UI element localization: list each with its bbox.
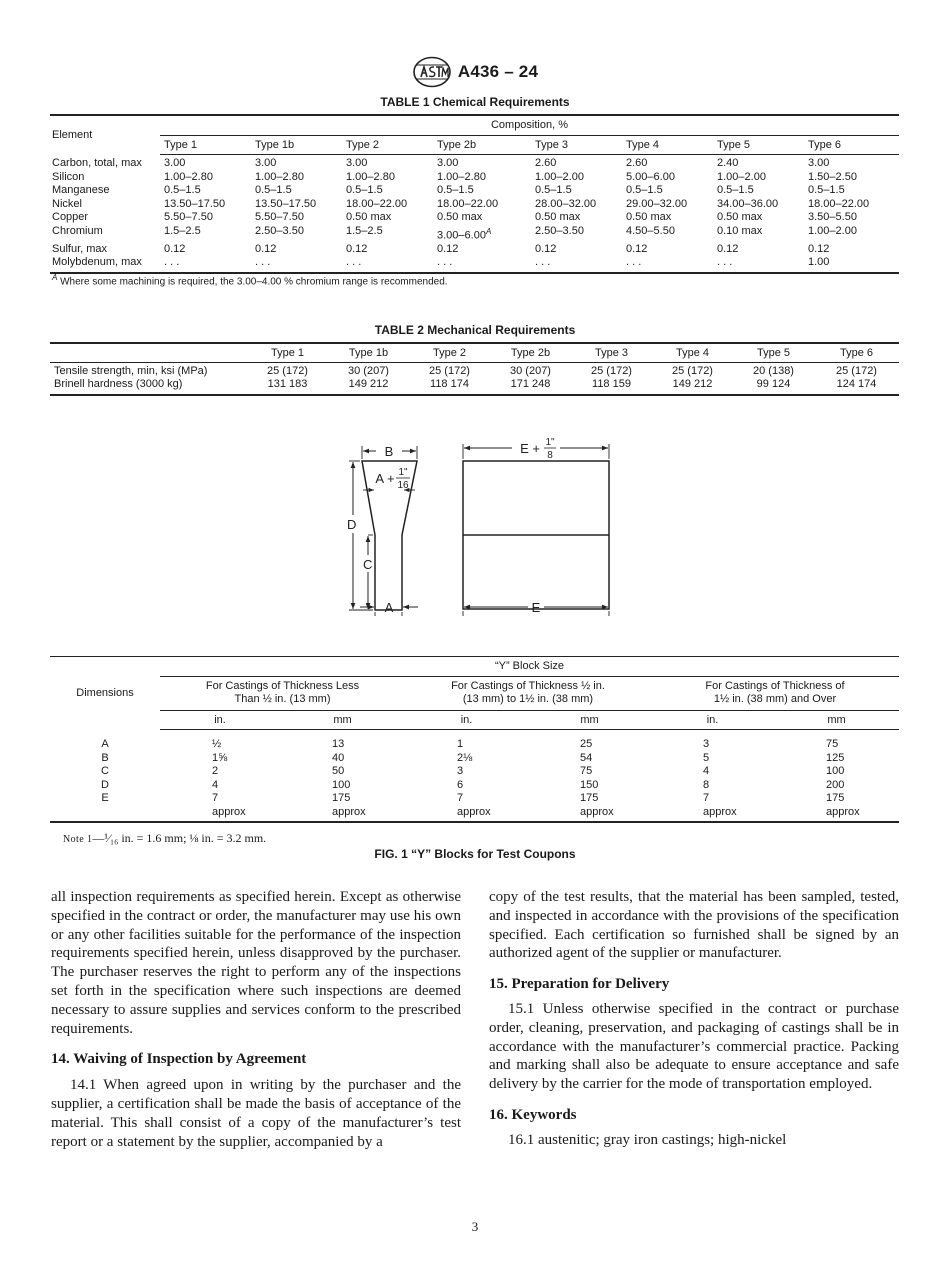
table-cell: 0.12 <box>626 242 648 255</box>
table-cell: 25 <box>580 738 593 750</box>
element-name: Manganese <box>52 184 110 196</box>
group-header <box>160 676 405 710</box>
table-cell: 75 <box>580 765 593 777</box>
table-cell: . . . <box>160 256 251 273</box>
unit-header: mm <box>280 710 405 730</box>
table-cell: 7 <box>212 792 219 804</box>
table-cell: 6 <box>457 778 464 791</box>
table-cell: 0.5–1.5 <box>717 184 754 196</box>
table-cell: 0.50 max <box>346 211 392 223</box>
table-cell: 150 <box>580 778 599 791</box>
table-cell: . . . <box>433 256 531 273</box>
table-row <box>50 378 899 395</box>
astm-logo-icon <box>412 56 452 88</box>
table-cell: approx <box>405 806 528 823</box>
table-cell: 125 <box>826 751 845 764</box>
t2-type-header: Type 3 <box>571 343 652 362</box>
table-cell: 0.12 <box>346 242 368 255</box>
fraction-denominator: 8 <box>547 450 553 461</box>
composition-header: Composition, % <box>160 115 899 135</box>
table1-footnote <box>52 273 448 287</box>
dimension-label: E <box>101 792 109 804</box>
table-cell: 100 <box>332 778 351 791</box>
table-cell: 124 174 <box>814 378 899 395</box>
dimension-label-e-plus: E + <box>520 441 540 456</box>
table-cell: 0.12 <box>808 242 830 255</box>
paragraph: 15.1 Unless otherwise specified in the contract or purchase order, cleaning, preservation, and packaging of castings shall be in accordance with the manufacturer’s commercial practice. Packing and marking shall also be adequate to ensure acceptance and safe delivery by the carrier for the mode of transportation employed. <box>489 1000 899 1093</box>
figure-note <box>63 831 266 846</box>
table-row <box>50 806 899 823</box>
table-row <box>50 792 899 806</box>
table-cell: 7 <box>457 792 464 804</box>
dimension-label: C <box>101 765 109 777</box>
unit-header: mm <box>774 710 899 730</box>
table-cell: 175 <box>332 792 351 804</box>
table-cell: 0.12 <box>164 242 186 255</box>
table-cell: 1.00–2.00 <box>717 170 766 183</box>
table-cell: 4 <box>212 778 219 791</box>
table-cell: 1⅝ <box>212 751 228 764</box>
table-cell: 1.50–2.50 <box>808 170 857 183</box>
table-cell: 1.00–2.80 <box>437 170 486 183</box>
table-cell: 5 <box>703 751 710 764</box>
table-cell: 3 <box>703 738 710 750</box>
table-cell: 131 183 <box>247 378 328 395</box>
table-cell: 0.5–1.5 <box>808 184 845 196</box>
table-cell: 0.12 <box>535 242 557 255</box>
table-row <box>50 256 899 273</box>
t2-type-header: Type 1 <box>247 343 328 362</box>
table-row <box>50 362 899 378</box>
table-cell: 0.12 <box>717 242 739 255</box>
page-header <box>0 56 950 88</box>
table-cell: 3.00 <box>255 157 277 169</box>
table-row <box>50 765 899 779</box>
document-id: A436 – 24 <box>457 62 539 81</box>
t2-type-header: Type 2b <box>490 343 571 362</box>
group-header-line: For Castings of Thickness of <box>705 679 845 692</box>
table-cell: 171 248 <box>490 378 571 395</box>
table-cell <box>433 225 531 243</box>
t1-type-header: Type 1 <box>160 135 251 155</box>
table-cell: 100 <box>826 765 845 777</box>
dimension-label-c: C <box>363 557 373 572</box>
y-block-drawing <box>330 438 630 618</box>
paragraph: all inspection requirements as specified herein. Except as otherwise specified in the contract or order, the manufacturer may use his own or any other facilities suitable for the performance of the inspection requirements specified herein, unless disapproved by the purchaser. The purchaser reserves the right to perform any of the inspections set forth in the specification where such inspections are deemed necessary to assure supplies and services conform to the prescribed requirements. <box>51 889 461 1037</box>
t2-label-header <box>50 343 247 362</box>
table-cell: 2.40 <box>717 157 739 169</box>
table-cell: . . . <box>622 256 713 273</box>
table-cell: 25 (172) <box>267 364 308 377</box>
dimension-label-e: E <box>531 600 541 615</box>
table-cell: 0.50 max <box>535 211 581 223</box>
right-column <box>489 888 899 1150</box>
table-cell: . . . <box>713 256 804 273</box>
element-name: Carbon, total, max <box>52 156 142 169</box>
table-cell: 1.00–2.00 <box>808 224 857 237</box>
element-name: Silicon <box>52 170 85 183</box>
footnote-marker: A <box>485 226 492 236</box>
table-cell: 0.5–1.5 <box>346 184 383 196</box>
table-cell: 34.00–36.00 <box>717 197 779 210</box>
table-cell: 4 <box>703 765 710 777</box>
t1-type-header: Type 3 <box>531 135 622 155</box>
table-cell: 29.00–32.00 <box>626 197 688 210</box>
t1-type-header: Type 6 <box>804 135 899 155</box>
element-name: Molybdenum, max <box>50 256 160 273</box>
table-cell: 2.50–3.50 <box>255 224 304 237</box>
dimension-label <box>50 806 160 823</box>
table-cell: 0.5–1.5 <box>437 184 474 196</box>
table-row <box>50 225 899 243</box>
dimension-label-a-plus: A + <box>375 471 395 486</box>
table-cell: 5.00–6.00 <box>626 170 675 183</box>
table-cell: 0.5–1.5 <box>255 184 292 196</box>
dimension-label: A <box>101 737 109 750</box>
table-cell: 1 <box>457 738 464 750</box>
t1-type-header: Type 5 <box>713 135 804 155</box>
table-row <box>50 752 899 766</box>
left-column <box>51 888 461 1151</box>
t2-type-header: Type 6 <box>814 343 899 362</box>
table-cell: 2.50–3.50 <box>535 224 584 237</box>
table-row <box>50 184 899 198</box>
table-cell: 8 <box>703 778 710 791</box>
table-cell: 2.60 <box>626 157 648 169</box>
unit-header: mm <box>528 710 651 730</box>
fraction-numerator: 1" <box>545 438 555 448</box>
table-cell: 3.00 <box>437 157 459 169</box>
table-cell: 40 <box>332 751 345 764</box>
table-cell: 149 212 <box>652 378 733 395</box>
table-cell: 50 <box>332 765 345 777</box>
group-header-line: For Castings of Thickness ½ in. <box>451 679 605 692</box>
table2-caption: TABLE 2 Mechanical Requirements <box>374 323 576 337</box>
table-cell: 28.00–32.00 <box>535 197 597 210</box>
y-block-size-header: “Y” Block Size <box>160 657 899 677</box>
fraction-numerator: 1" <box>398 467 408 478</box>
table-cell: approx <box>280 806 405 823</box>
table-row <box>50 243 899 257</box>
table-row <box>50 198 899 212</box>
table-cell: 0.50 max <box>437 211 483 223</box>
group-header-line: Than ½ in. (13 mm) <box>234 693 331 705</box>
table-cell: 75 <box>826 738 839 750</box>
section-15-heading: 15. Preparation for Delivery <box>489 976 670 993</box>
chemical-requirements-table <box>50 114 899 274</box>
table-cell: 175 <box>580 792 599 804</box>
table-cell: 18.00–22.00 <box>346 197 408 210</box>
table-cell: . . . <box>251 256 342 273</box>
table-cell: 4.50–5.50 <box>626 224 675 237</box>
dimension-label: B <box>101 751 109 764</box>
t1-type-header: Type 2 <box>342 135 433 155</box>
group-header-line: For Castings of Thickness Less <box>205 679 360 692</box>
paragraph: copy of the test results, that the material has been sampled, tested, and inspected in accordance with the provisions of the specification specified. Each certification so furnished shall be signed by an authorized agent of the supplier or manufacturer. <box>489 889 899 962</box>
table-cell: approx <box>160 806 280 823</box>
table-cell-value: 3.00–6.00 <box>437 229 486 242</box>
table-cell: 1.00–2.80 <box>346 170 395 183</box>
table-cell: 25 (172) <box>591 364 632 377</box>
table-cell: 3.00 <box>808 157 830 169</box>
note-text: —¹⁄₁₆ in. = 1.6 mm; ⅛ in. = 3.2 mm. <box>92 831 267 845</box>
dimension-label-d: D <box>347 517 357 532</box>
fraction-denominator: 16 <box>397 480 409 491</box>
table-cell: 25 (172) <box>836 364 877 377</box>
table-cell: 5.50–7.50 <box>164 211 213 223</box>
group-header <box>405 676 651 710</box>
table-cell: 13.50–17.50 <box>164 197 226 210</box>
footnote-text: Where some machining is required, the 3.00–4.00 % chromium range is recommended. <box>57 276 448 288</box>
table-cell: 200 <box>826 778 845 791</box>
group-header-line: 1½ in. (38 mm) and Over <box>713 693 837 705</box>
table-cell: 5.50–7.50 <box>255 211 304 223</box>
element-name: Copper <box>52 211 89 223</box>
table-cell: 13 <box>332 738 345 750</box>
table-cell: 30 (207) <box>348 364 389 377</box>
y-block-size-table <box>50 656 899 823</box>
table-cell: 13.50–17.50 <box>255 197 317 210</box>
unit-header: in. <box>160 710 280 730</box>
dimension-label-b: B <box>384 444 394 459</box>
table-cell: 1.00–2.80 <box>255 170 304 183</box>
table-cell: 0.5–1.5 <box>626 184 663 196</box>
table-cell: 1.00–2.00 <box>535 170 584 183</box>
element-name: Sulfur, max <box>52 242 108 255</box>
table-cell: 1.00 <box>804 256 899 273</box>
section-14-heading: 14. Waiving of Inspection by Agreement <box>51 1051 307 1068</box>
table-cell: 118 174 <box>409 378 490 395</box>
table-cell: 2.60 <box>535 157 557 169</box>
paragraph: 14.1 When agreed upon in writing by the purchaser and the supplier, a certification shall be made the basis of acceptance of the material. This shall consist of a copy of the manufacturer’s test report or a statement by the supplier, accompanied by a <box>51 1077 461 1150</box>
table-cell: 54 <box>580 751 593 764</box>
table-cell: 18.00–22.00 <box>808 197 870 210</box>
figure-caption: FIG. 1 “Y” Blocks for Test Coupons <box>374 847 576 861</box>
dimensions-header: Dimensions <box>50 657 160 730</box>
group-header <box>651 676 899 710</box>
table-cell: 0.50 max <box>717 211 763 223</box>
table-cell: 1.5–2.5 <box>346 224 383 237</box>
table-cell: 0.5–1.5 <box>535 184 572 196</box>
table-row <box>50 155 899 171</box>
table-cell: approx <box>651 806 774 823</box>
table-cell: 2 <box>212 765 219 777</box>
table-cell: 25 (172) <box>672 364 713 377</box>
dimension-label-a: A <box>384 600 394 615</box>
table-cell: 99 124 <box>733 378 814 395</box>
table-cell: 30 (207) <box>510 364 551 377</box>
table-cell: 175 <box>826 792 845 804</box>
table1-caption: TABLE 1 Chemical Requirements <box>380 95 570 109</box>
table-cell: 7 <box>703 792 710 804</box>
table-cell: 25 (172) <box>429 364 470 377</box>
table-cell: 3.50–5.50 <box>808 211 857 223</box>
table-cell: 18.00–22.00 <box>437 197 499 210</box>
table-cell: 3 <box>457 765 464 777</box>
mechanical-requirements-table <box>50 342 899 396</box>
table-cell: . . . <box>531 256 622 273</box>
table-cell: 118 159 <box>571 378 652 395</box>
t2-type-header: Type 1b <box>328 343 409 362</box>
page-number: 3 <box>471 1219 479 1234</box>
t1-type-header: Type 1b <box>251 135 342 155</box>
table-cell: ½ <box>212 738 222 750</box>
t2-type-header: Type 4 <box>652 343 733 362</box>
table-cell: . . . <box>342 256 433 273</box>
table-cell: approx <box>528 806 651 823</box>
section-16-heading: 16. Keywords <box>489 1106 577 1123</box>
table-cell: approx <box>774 806 899 823</box>
paragraph: 16.1 austenitic; gray iron castings; high-nickel <box>508 1131 787 1148</box>
t1-type-header: Type 2b <box>433 135 531 155</box>
table-cell: 2⅛ <box>457 751 473 764</box>
element-name: Chromium <box>52 224 103 237</box>
row-label: Tensile strength, min, ksi (MPa) <box>54 364 208 377</box>
element-name: Nickel <box>52 197 82 210</box>
table-cell: 0.12 <box>437 242 459 255</box>
table-cell: 149 212 <box>328 378 409 395</box>
table-cell: 0.5–1.5 <box>164 184 201 196</box>
dimension-label: D <box>101 778 109 791</box>
table-row <box>50 779 899 793</box>
group-header-line: (13 mm) to 1½ in. (38 mm) <box>462 693 594 705</box>
t2-type-header: Type 2 <box>409 343 490 362</box>
note-label: Note 1 <box>63 834 93 845</box>
table-cell: 3.00 <box>164 157 186 169</box>
table-row <box>50 211 899 225</box>
table-row <box>50 171 899 185</box>
unit-header: in. <box>651 710 774 730</box>
table-cell: 1.5–2.5 <box>164 224 201 237</box>
table-cell: 0.12 <box>255 242 277 255</box>
table-cell: 0.50 max <box>626 211 672 223</box>
table-cell: 20 (138) <box>753 364 794 377</box>
unit-header: in. <box>405 710 528 730</box>
t2-type-header: Type 5 <box>733 343 814 362</box>
table-cell: 3.00 <box>346 157 368 169</box>
row-label: Brinell hardness (3000 kg) <box>50 378 247 395</box>
table-row <box>50 730 899 752</box>
element-header: Element <box>50 115 160 155</box>
footnote-marker: A <box>52 273 58 282</box>
table-cell: 1.00–2.80 <box>164 170 213 183</box>
t1-type-header: Type 4 <box>622 135 713 155</box>
table-cell: 0.10 max <box>717 224 763 237</box>
